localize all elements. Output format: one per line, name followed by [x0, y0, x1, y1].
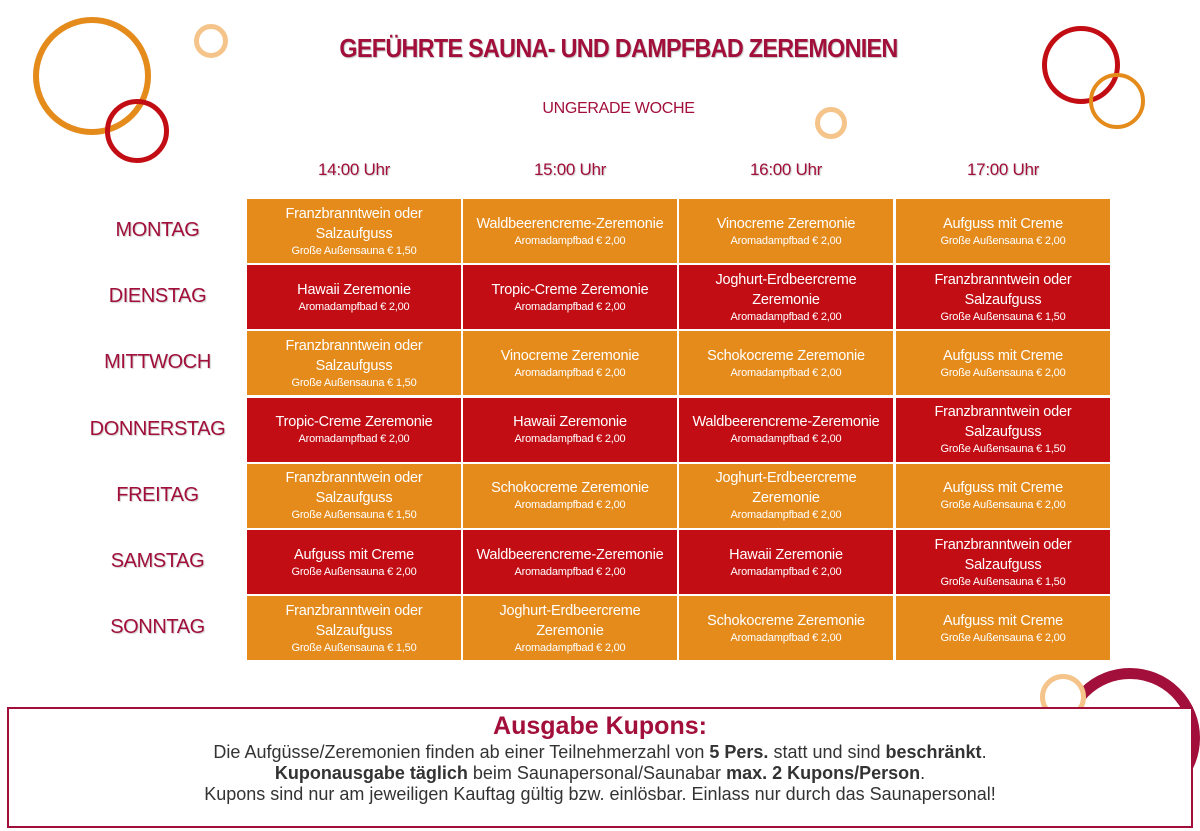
schedule-cell	[896, 596, 1110, 660]
schedule-cell	[247, 464, 461, 528]
schedule-cell	[896, 464, 1110, 528]
schedule-cell	[896, 398, 1110, 462]
day-label: DONNERSTAG	[89, 417, 226, 440]
schedule-cell	[463, 199, 677, 263]
time-header-1400: 14:00 Uhr	[318, 160, 390, 179]
ceremony-name: Franzbranntwein oder Salzaufguss	[934, 404, 1072, 441]
ceremony-name: Vinocreme Zeremonie	[500, 347, 640, 364]
ceremony-price: Aromadampfbad € 2,00	[730, 631, 842, 644]
ceremony-name: Hawaii Zeremonie	[729, 546, 843, 563]
ceremony-price: Große Außensauna € 1,50	[291, 641, 417, 654]
schedule-cell	[247, 530, 461, 594]
ceremony-price: Aromadampfbad € 2,00	[514, 433, 626, 446]
ceremony-price: Große Außensauna € 1,50	[940, 310, 1066, 323]
ceremony-price: Große Außensauna € 1,50	[291, 376, 417, 389]
ceremony-name: Waldbeerencreme-Zeremonie	[476, 546, 664, 563]
ceremony-name: Joghurt-Erdbeercreme Zeremonie	[715, 470, 857, 507]
day-label: DIENSTAG	[108, 285, 207, 308]
coupon-line-3: Kupons sind nur am jeweiligen Kauftag gültig bzw. einlösbar. Einlass nur durch das Saunapersonal!	[204, 784, 996, 804]
schedule-cell	[463, 331, 677, 395]
ceremony-price: Aromadampfbad € 2,00	[730, 509, 842, 522]
schedule-cell	[679, 464, 893, 528]
ceremony-price: Große Außensauna € 2,00	[940, 631, 1066, 644]
ceremony-name: Franzbranntwein oder Salzaufguss	[285, 205, 423, 242]
schedule-cell	[679, 331, 893, 395]
ceremony-price: Große Außensauna € 1,50	[940, 443, 1066, 456]
ceremony-name: Franzbranntwein oder Salzaufguss	[285, 602, 423, 639]
schedule-cell	[247, 596, 461, 660]
coupon-info-box	[7, 707, 1193, 828]
ceremony-price: Aromadampfbad € 2,00	[514, 300, 626, 313]
schedule-cell	[679, 199, 893, 263]
ceremony-name: Franzbranntwein oder Salzaufguss	[934, 536, 1072, 573]
ceremony-name: Tropic-Creme Zeremonie	[491, 281, 649, 298]
ceremony-price: Aromadampfbad € 2,00	[730, 366, 842, 379]
schedule-cell	[896, 265, 1110, 329]
schedule-cell	[679, 530, 893, 594]
ceremony-price: Große Außensauna € 1,50	[940, 575, 1066, 588]
page-title: GEFÜHRTE SAUNA- UND DAMPFBAD ZEREMONIEN	[339, 33, 898, 63]
time-header-1700: 17:00 Uhr	[967, 160, 1039, 179]
ceremony-name: Aufguss mit Creme	[943, 612, 1063, 629]
ceremony-name: Aufguss mit Creme	[943, 215, 1063, 232]
ceremony-name: Joghurt-Erdbeercreme Zeremonie	[499, 602, 641, 639]
schedule-cell	[896, 199, 1110, 263]
ceremony-name: Waldbeerencreme-Zeremonie	[476, 215, 664, 232]
ceremony-name: Franzbranntwein oder Salzaufguss	[285, 337, 423, 374]
ceremony-name: Aufguss mit Creme	[943, 347, 1063, 364]
ceremony-price: Große Außensauna € 2,00	[940, 366, 1066, 379]
ceremony-price: Große Außensauna € 1,50	[291, 244, 417, 257]
ceremony-name: Tropic-Creme Zeremonie	[275, 414, 433, 431]
ceremony-price: Aromadampfbad € 2,00	[514, 499, 626, 512]
day-label: MITTWOCH	[104, 351, 211, 374]
day-label: MONTAG	[115, 219, 200, 241]
ceremony-price: Große Außensauna € 1,50	[291, 509, 417, 522]
schedule-cell	[463, 530, 677, 594]
ceremony-name: Hawaii Zeremonie	[513, 414, 627, 431]
ceremony-name: Franzbranntwein oder Salzaufguss	[934, 271, 1072, 308]
ceremony-price: Aromadampfbad € 2,00	[730, 234, 842, 247]
week-subtitle: UNGERADE WOCHE	[542, 100, 695, 117]
ceremony-name: Joghurt-Erdbeercreme Zeremonie	[715, 271, 857, 308]
schedule-cell	[247, 331, 461, 395]
ceremony-name: Franzbranntwein oder Salzaufguss	[285, 470, 423, 507]
schedule-cell	[463, 464, 677, 528]
time-header-1600: 16:00 Uhr	[750, 160, 822, 179]
ceremony-name: Schokocreme Zeremonie	[491, 480, 649, 497]
ceremony-name: Schokocreme Zeremonie	[707, 612, 865, 629]
schedule-cell	[247, 265, 461, 329]
day-label: SAMSTAG	[110, 550, 205, 572]
ceremony-price: Große Außensauna € 2,00	[291, 565, 417, 578]
schedule-cell	[679, 398, 893, 462]
ceremony-price: Große Außensauna € 2,00	[940, 499, 1066, 512]
coupon-line-1: Die Aufgüsse/Zeremonien finden ab einer Teilnehmerzahl von 5 Pers. statt und sind beschränkt.	[213, 742, 987, 762]
schedule-cell	[463, 265, 677, 329]
ceremony-price: Aromadampfbad € 2,00	[298, 300, 410, 313]
day-label: SONNTAG	[110, 616, 205, 639]
ceremony-price: Aromadampfbad € 2,00	[514, 641, 626, 654]
time-header-1500: 15:00 Uhr	[534, 160, 606, 179]
schedule-cell	[463, 596, 677, 660]
schedule-cell	[463, 398, 677, 462]
ceremony-price: Aromadampfbad € 2,00	[730, 310, 842, 323]
ceremony-price: Aromadampfbad € 2,00	[730, 433, 842, 446]
ceremony-name: Vinocreme Zeremonie	[716, 215, 856, 232]
ceremony-name: Waldbeerencreme-Zeremonie	[692, 414, 880, 431]
schedule-cell	[247, 199, 461, 263]
ceremony-name: Hawaii Zeremonie	[297, 281, 411, 298]
ceremony-name: Aufguss mit Creme	[294, 546, 414, 563]
schedule-cell	[679, 265, 893, 329]
ceremony-price: Aromadampfbad € 2,00	[730, 565, 842, 578]
ceremony-name: Aufguss mit Creme	[943, 480, 1063, 497]
schedule-cell	[247, 398, 461, 462]
coupon-line-2: Kuponausgabe täglich beim Saunapersonal/Saunabar max. 2 Kupons/Person.	[274, 763, 926, 783]
schedule-cell	[896, 331, 1110, 395]
day-label: FREITAG	[116, 483, 199, 506]
schedule-cell	[679, 596, 893, 660]
ceremony-price: Aromadampfbad € 2,00	[298, 433, 410, 446]
ceremony-name: Schokocreme Zeremonie	[707, 347, 865, 364]
ceremony-price: Große Außensauna € 2,00	[940, 234, 1066, 247]
ceremony-price: Aromadampfbad € 2,00	[514, 366, 626, 379]
schedule-cell	[896, 530, 1110, 594]
coupon-heading: Ausgabe Kupons:	[493, 712, 707, 740]
ceremony-price: Aromadampfbad € 2,00	[514, 234, 626, 247]
ceremony-price: Aromadampfbad € 2,00	[514, 565, 626, 578]
